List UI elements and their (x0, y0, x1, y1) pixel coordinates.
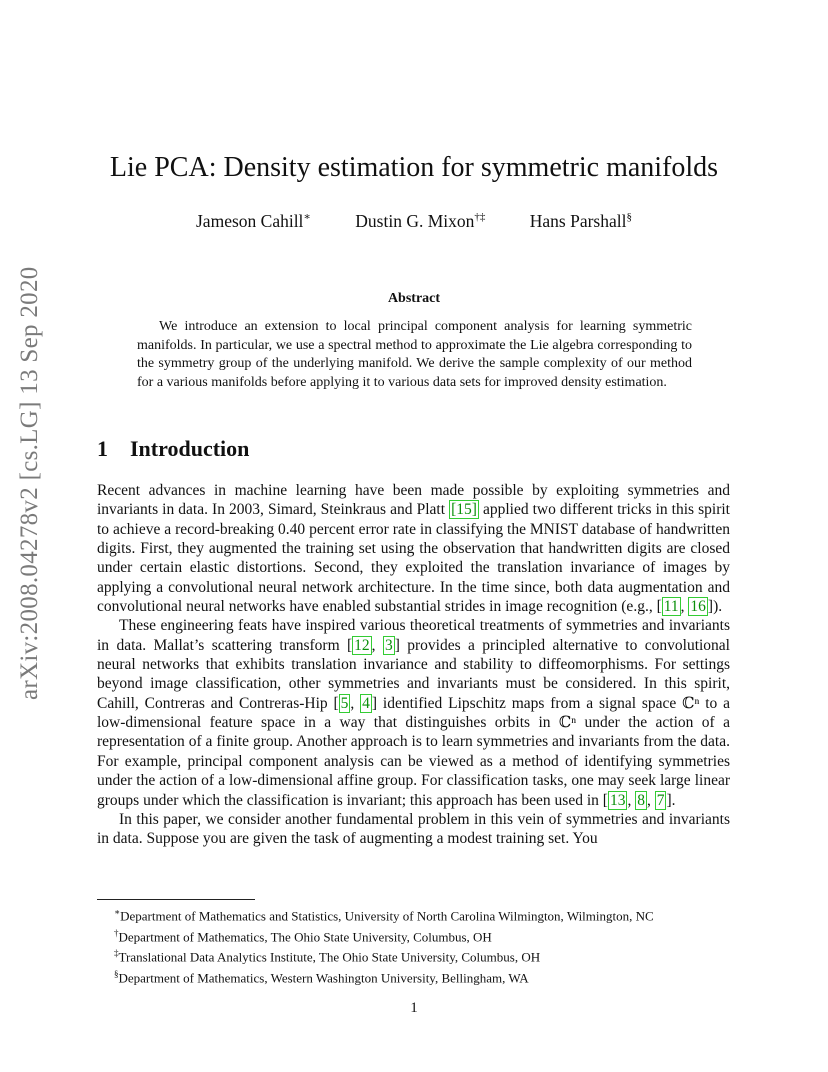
text-run: , (350, 694, 361, 712)
arxiv-identifier-stamp: arXiv:2008.04278v2 [cs.LG] 13 Sep 2020 (16, 266, 43, 700)
citation-link[interactable]: 5 (340, 694, 349, 712)
citation-link[interactable]: 7 (656, 791, 665, 809)
footnote-mark: § (114, 968, 119, 979)
footnote-mark: ∗ (114, 907, 121, 917)
paragraph-3 (97, 810, 730, 849)
section-heading (97, 436, 249, 462)
footnote-list (114, 904, 744, 987)
author-affiliation-mark: ∗ (303, 211, 311, 223)
author-parshall (530, 211, 632, 232)
paragraph-1 (97, 481, 730, 616)
text-run: ]). (707, 598, 723, 616)
text-run: In this paper, we consider another fundamental problem in this vein of symmetries and invariants in data. Suppose you are given the task of augmenting a modest training set. You (97, 810, 730, 848)
text-run: , (646, 791, 655, 809)
text-run: ] provides a principled alternative to convolutional neural networks that exhibits translation invariance and stability to diffeomorphisms. For settings beyond image classification, other symmetries and invariants must be considered. In this spirit, Cahill, Contreras and Contreras-Hip [ (97, 636, 730, 712)
author-name: Hans Parshall (529, 210, 627, 231)
footnote-text: Department of Mathematics, The Ohio State University, Columbus, OH (118, 928, 492, 944)
abstract-body: We introduce an extension to local principal component analysis for learning symmetric manifolds. In particular, we use a spectral method to approximate the Lie algebra corresponding to the symmetry group of the underlying manifold. We derive the sample complexity of our method for a various manifolds before applying it to various data sets for improved density estimation. (137, 319, 692, 390)
text-run: ]. (666, 791, 676, 809)
section-title: Introduction (130, 436, 250, 461)
citation-link[interactable]: 16 (690, 598, 706, 616)
author-affiliation-mark: †‡ (474, 211, 486, 223)
footnote-divider (97, 899, 255, 900)
text-run: applied two different tricks in this spirit to achieve a record-breaking 0.40 percent error rate in classifying the MNIST database of handwritten digits. First, they augmented the training set using the observation that handwritten digits are closed under certain elastic distortions. Second, they exploited the translation invariance of images by applying a convolutional neural network architecture. In the time since, both data augmentation and convolutional neural networks have enabled substantial strides in image recognition (e.g., [ (97, 501, 730, 616)
author-list (0, 210, 828, 232)
text-run: , (627, 791, 636, 809)
citation-link[interactable]: [15] (451, 501, 477, 519)
citation-link[interactable]: 8 (637, 791, 645, 809)
footnote-3 (114, 945, 744, 966)
footnote-mark: ‡ (114, 948, 119, 959)
author-mixon (355, 211, 485, 232)
footnote-mark: † (114, 927, 119, 938)
section-number: 1 (97, 436, 108, 461)
citation-link[interactable]: 3 (384, 636, 393, 654)
citation-link[interactable]: 13 (609, 791, 626, 809)
citation-link[interactable]: 11 (663, 598, 679, 616)
author-cahill (196, 210, 311, 232)
footnote-2 (114, 925, 744, 946)
citation-link[interactable]: 12 (354, 636, 370, 654)
body-text (97, 481, 730, 849)
footnote-text: Department of Mathematics and Statistics, University of North Carolina Wilmington, Wilmington, NC (120, 908, 654, 924)
footnote-text: Translational Data Analytics Institute, The Ohio State University, Columbus, OH (118, 949, 541, 965)
text-run: Recent advances in machine learning have been made possible by exploiting symmetries and invariants in data. In 2003, Simard, Steinkraus and Platt (97, 482, 730, 519)
paper-title: Lie PCA: Density estimation for symmetric manifolds (109, 152, 719, 183)
page-number: 1 (410, 1000, 418, 1016)
citation-link[interactable]: 4 (362, 694, 370, 712)
author-name: Dustin G. Mixon (355, 210, 475, 231)
text-run: These engineering feats have inspired various theoretical treatments of symmetries and invariants in data. Mallat’s scattering transform [ (97, 617, 730, 654)
author-affiliation-mark: § (626, 211, 632, 223)
footnote-1 (114, 904, 744, 925)
paragraph-2 (97, 616, 730, 809)
text-run: , (371, 636, 383, 654)
text-run: ] identified Lipschitz maps from a signal space ℂⁿ to a low-dimensional feature space in a way that distinguishes orbits in ℂⁿ under the action of a representation of a finite group. Another approach is to learn symmetries and invariants from the data. For example, principal component analysis can be viewed as a method of identifying symmetries under the action of a low-dimensional affine group. For classification tasks, one may seek large linear groups under which the classification is invariant; this approach has been used in [ (97, 694, 730, 809)
text-run: , (680, 598, 689, 616)
footnote-4 (114, 966, 744, 987)
footnote-text: Department of Mathematics, Western Washington University, Bellingham, WA (118, 970, 529, 986)
abstract-heading: Abstract (387, 291, 441, 306)
author-name: Jameson Cahill (196, 210, 304, 231)
